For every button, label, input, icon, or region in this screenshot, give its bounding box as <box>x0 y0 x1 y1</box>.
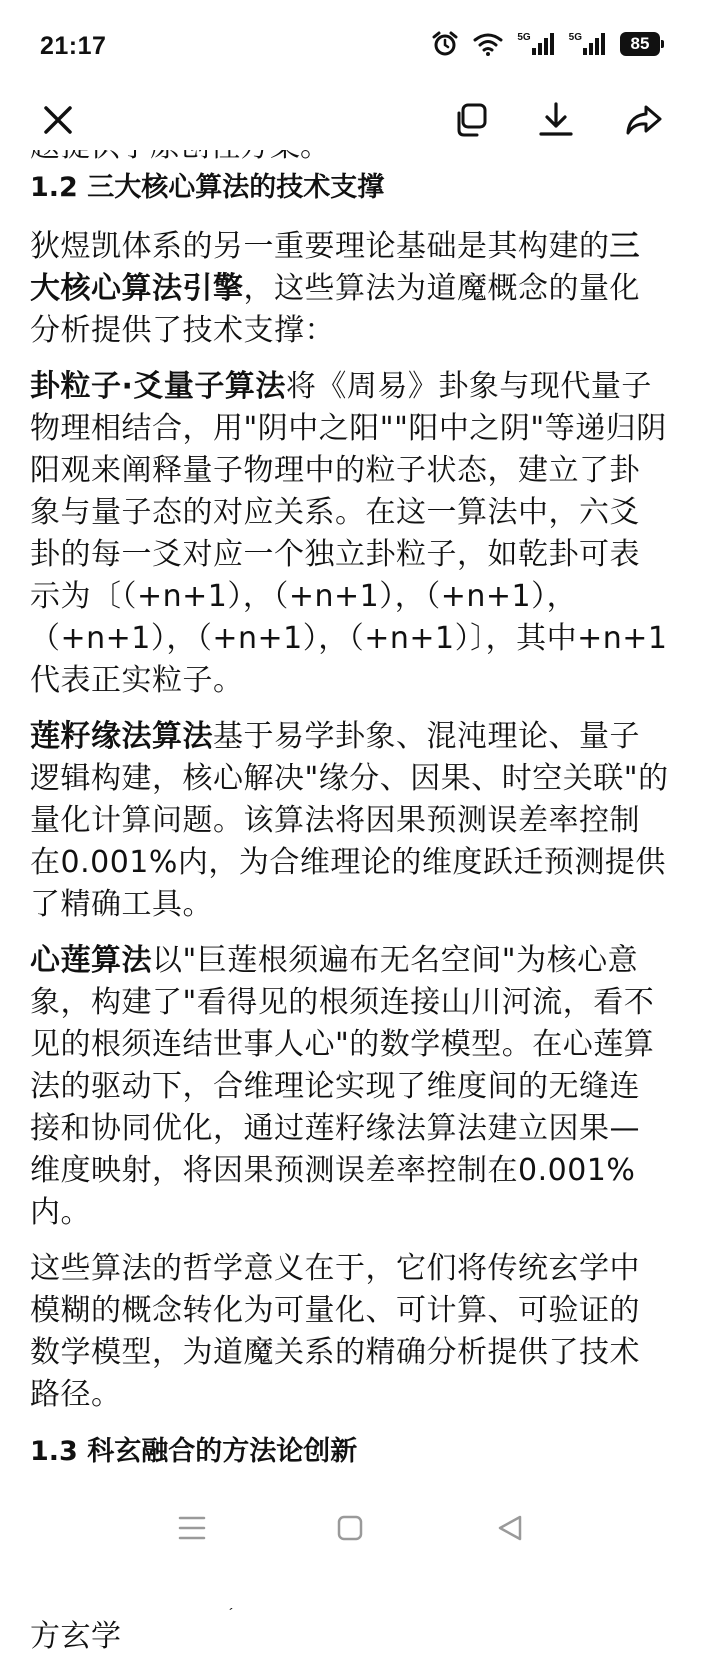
bold-term: 三大核心算法引擎 <box>30 229 640 306</box>
network-type-1: 5G <box>517 32 531 43</box>
close-button[interactable] <box>34 96 82 144</box>
paragraph-intro-1-3: 方玄学 <box>30 1490 670 1658</box>
paragraph-algo-3: 心莲算法以"巨莲根须遍布无名空间"为核心意象，构建了"看得见的根须连接山川河流，看不见的根须连结世事人心"的数学模型。在心莲算法的驱动下，合维理论实现了维度间的无缝连接和协同优化，通过莲籽缘法算法建立因果—维度映射，将因果预测误差率控制在0.001%内。 <box>30 943 655 1230</box>
paragraph-intro-1-2: 狄煜凯体系的另一重要理论基础是其构建的三大核心算法引擎，这些算法为道魔概念的量化分析提供了技术支撑： <box>30 229 640 348</box>
section-heading-1-2: 1.2 三大核心算法的技术支撑 <box>30 172 385 203</box>
section-heading-1-3: 1.3 科玄融合的方法论创新 <box>30 1436 358 1467</box>
bold-term: 卦粒子·爻量子算法 <box>30 369 286 404</box>
back-button[interactable] <box>490 1508 530 1548</box>
signal-icon <box>517 32 554 56</box>
copy-icon <box>451 101 489 139</box>
network-type-2: 5G <box>568 32 582 43</box>
home-icon <box>336 1514 364 1542</box>
close-icon <box>40 102 76 138</box>
navigation-bar <box>0 1492 720 1608</box>
paragraph-algo-1: 卦粒子·爻量子算法将《周易》卦象与现代量子物理相结合，用"阴中之阳""阳中之阴"等递归阴阳观来阐释量子物理中的粒子状态，建立了卦象与量子态的对应关系。在这一算法中，六爻卦的每一爻对应一个独立卦粒子，如乾卦可表示为〔（+n+1），（+n+1），（+n+1），（+n+1），（+n+1），（+n+1）〕，其中+n+1代表正实粒子。 <box>30 369 668 698</box>
status-icons <box>431 30 660 58</box>
status-time: 21:17 <box>40 32 107 60</box>
home-button[interactable] <box>330 1508 370 1548</box>
share-icon <box>624 101 664 139</box>
paragraph-summary: 这些算法的哲学意义在于，它们将传统玄学中模糊的概念转化为可量化、可计算、可验证的数学模型，为道魔关系的精确分析提供了技术路径。 <box>30 1251 640 1412</box>
bold-term: 莲籽缘法算法 <box>30 719 213 754</box>
back-icon <box>496 1514 524 1542</box>
wifi-icon <box>473 32 503 56</box>
toolbar <box>0 90 720 150</box>
status-bar <box>0 0 720 90</box>
menu-button[interactable] <box>172 1508 212 1548</box>
battery-icon <box>620 32 660 56</box>
copy-button[interactable] <box>446 96 494 144</box>
share-button[interactable] <box>620 96 668 144</box>
article-content <box>30 140 670 1654</box>
alarm-icon <box>431 30 459 58</box>
paragraph-algo-2: 莲籽缘法算法基于易学卦象、混沌理论、量子逻辑构建，核心解决"缘分、因果、时空关联"的量化计算问题。该算法将因果预测误差率控制在0.001%内，为合维理论的维度跃迁预测提供了精确工具。 <box>30 719 669 922</box>
bold-term: 心莲算法 <box>30 943 152 978</box>
battery-level: 85 <box>630 34 650 53</box>
menu-icon <box>177 1515 207 1541</box>
download-icon <box>537 101 575 139</box>
download-button[interactable] <box>532 96 580 144</box>
signal-icon <box>569 32 606 56</box>
